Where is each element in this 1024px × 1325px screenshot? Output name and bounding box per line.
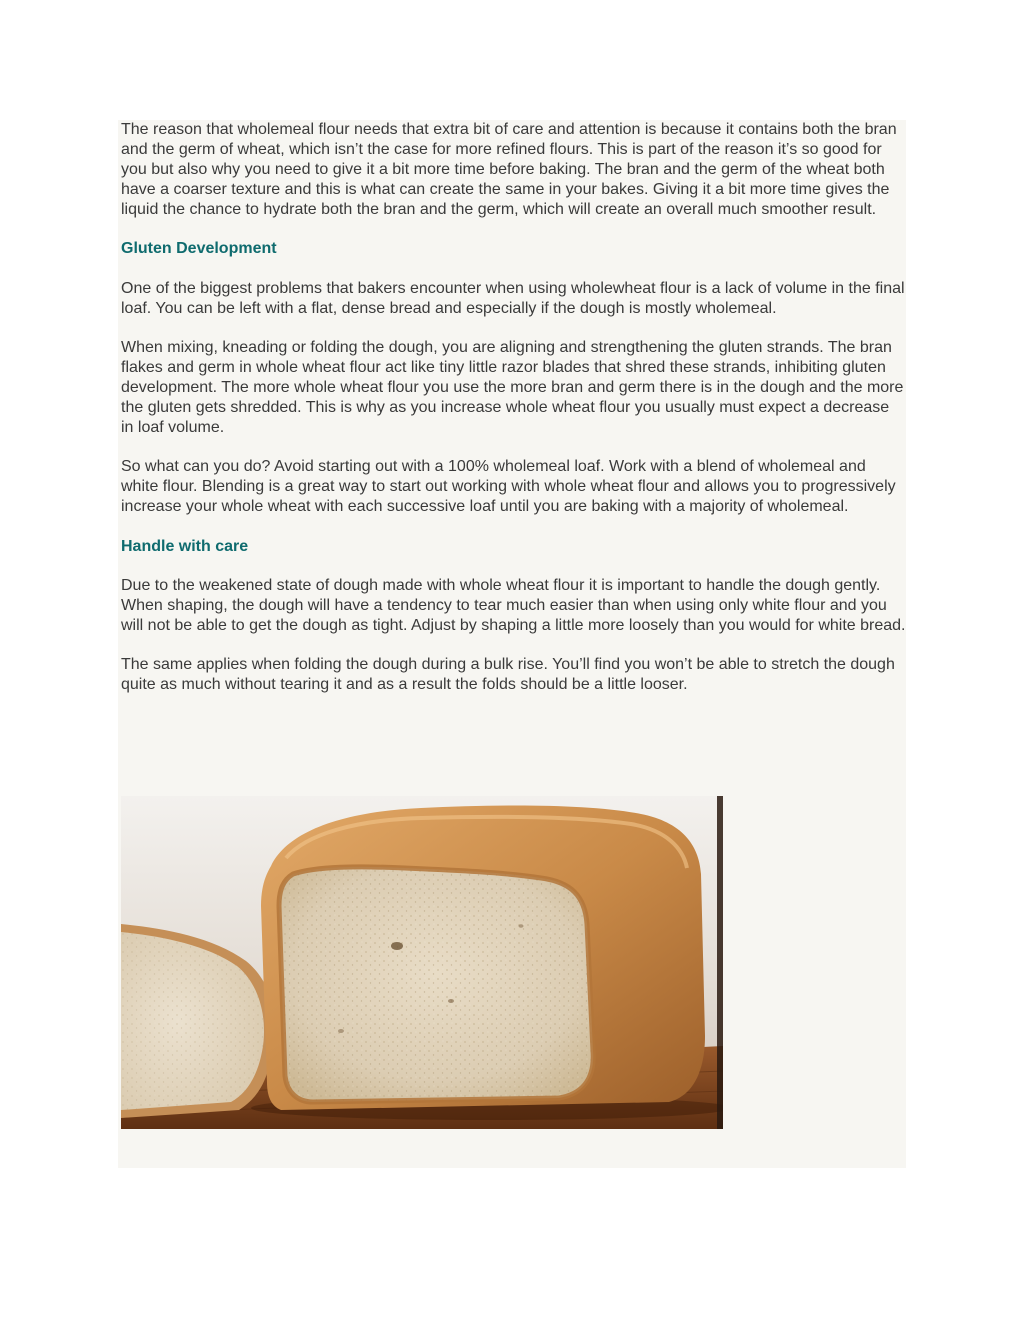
gluten-paragraph-2: When mixing, kneading or folding the dough, you are aligning and strengthening the gluten strands. The bran flakes and germ in whole wheat flour act like tiny little razor blades that shred these strands, inhibiting gluten development. The more whole wheat flour you use the more bran and germ there is in the dough and the more the gluten gets shredded. This is why as you increase whole wheat flour you usually must expect a decrease in loaf volume.	[121, 338, 904, 437]
handle-paragraph-2: The same applies when folding the dough during a bulk rise. You’ll find you won’t be able to stretch the dough quite as much without tearing it and as a result the folds should be a little looser.	[121, 655, 895, 693]
section-heading-handle-with-care: Handle with care	[121, 537, 249, 555]
section-heading-gluten-development: Gluten Development	[121, 240, 277, 258]
article-body	[121, 120, 906, 714]
gluten-paragraph-1: One of the biggest problems that bakers encounter when using wholewheat flour is a lack of volume in the final loaf. You can be left with a flat, dense bread and especially if the dough is mostly wholemeal.	[121, 279, 905, 317]
gluten-paragraph-3: So what can you do? Avoid starting out with a 100% wholemeal loaf. Work with a blend of wholemeal and white flour. Blending is a great way to start out working with whole wheat flour and allows you to progressively increase your whole wheat with each successive loaf until you are baking with a majority of wholemeal.	[121, 458, 896, 516]
intro-paragraph: The reason that wholemeal flour needs that extra bit of care and attention is because it contains both the bran and the germ of wheat, which isn’t the case for more refined flours. This is part of the reason it’s so good for you but also why you need to give it a bit more time before baking. The bran and the germ of the wheat both have a coarser texture and this is what can create the same in your bakes. Giving it a bit more time gives the liquid the chance to hydrate both the bran and the germ, which will create an overall much smoother result.	[121, 121, 897, 219]
handle-paragraph-1: Due to the weakened state of dough made with whole wheat flour it is important to handle the dough gently. When shaping, the dough will have a tendency to tear much easier than when using only white flour and you will not be able to get the dough as tight. Adjust by shaping a little more loosely than you would for white bread.	[121, 576, 906, 634]
bread-loaf-photo	[121, 796, 723, 1129]
